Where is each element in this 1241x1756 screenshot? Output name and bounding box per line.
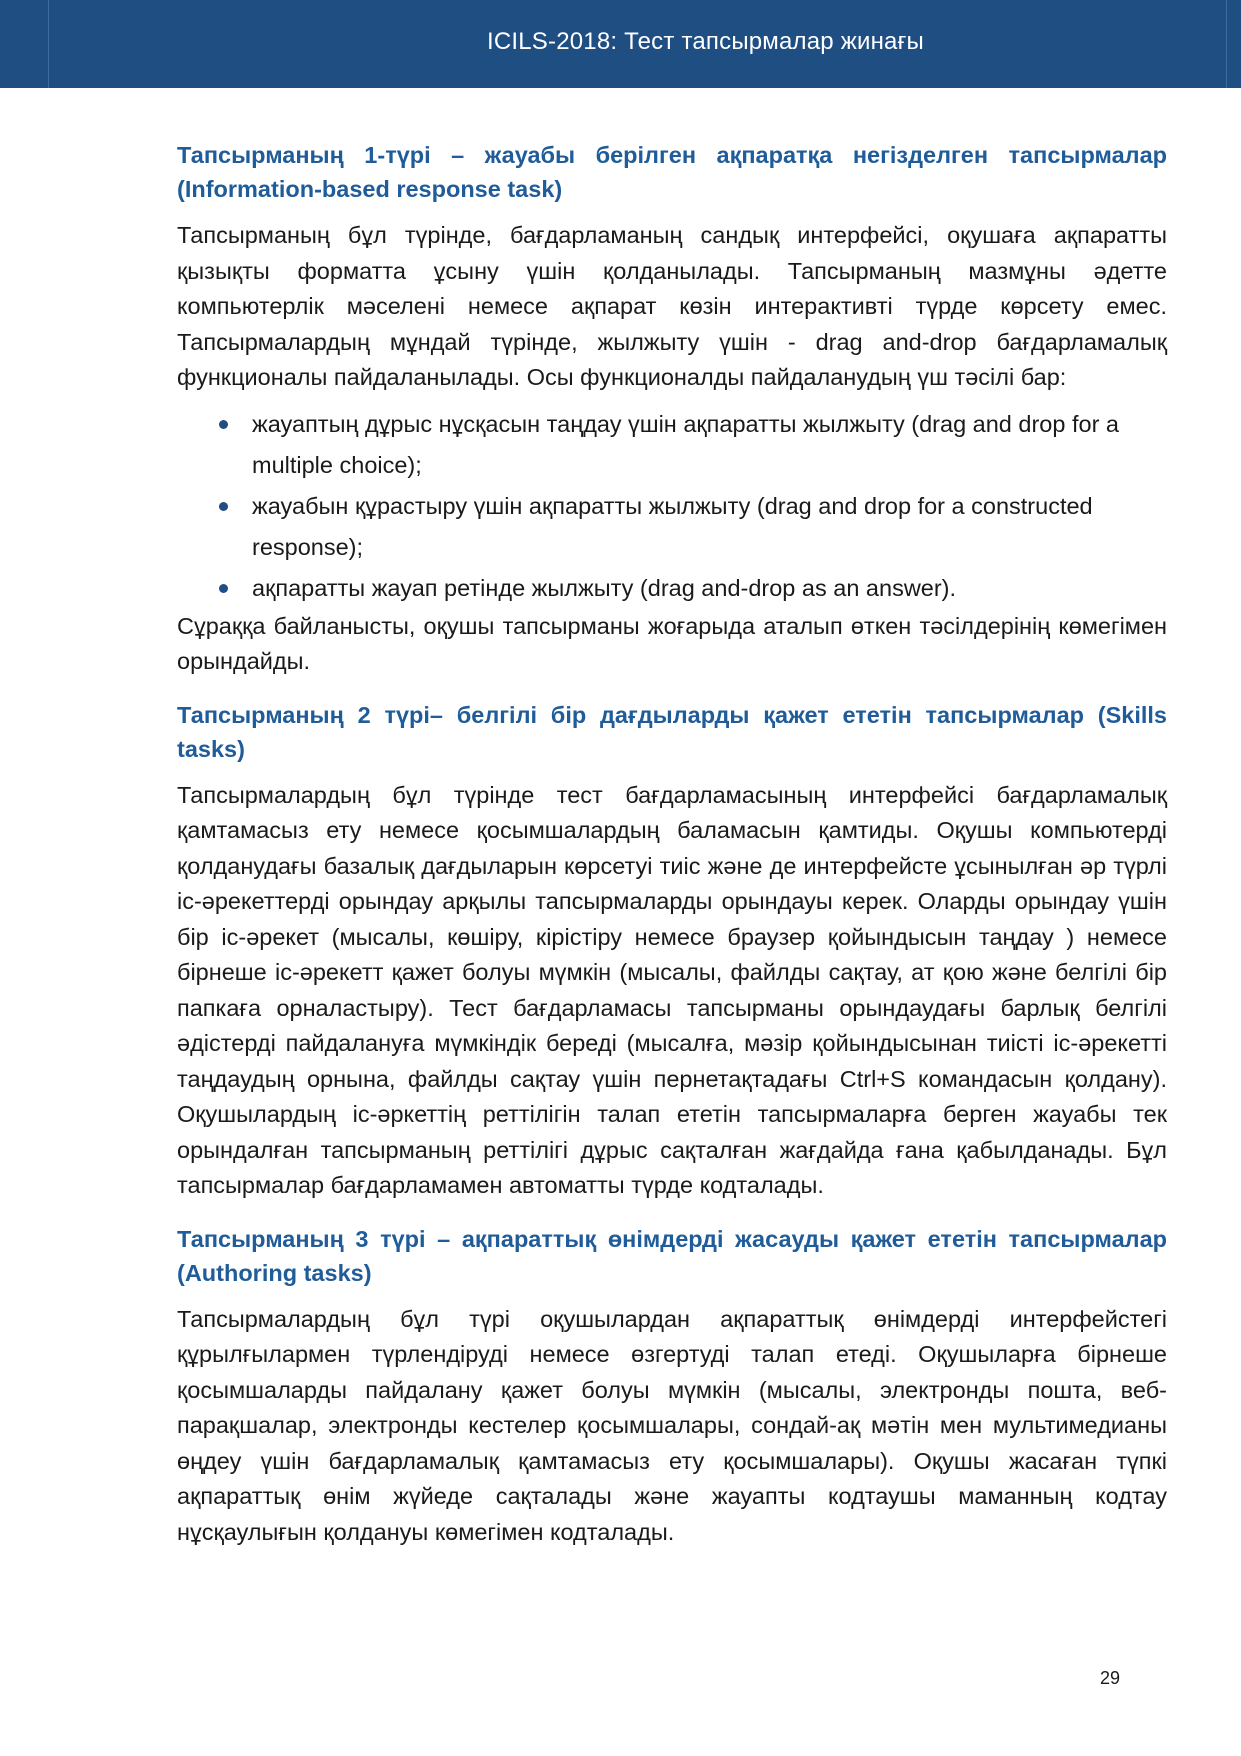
bullet-dot-icon [219, 584, 228, 593]
bullet-text: жауабын құрастыру үшін ақпаратты жылжыту (drag and drop for a constructed response); [252, 492, 1093, 560]
section-paragraph: Тапсырманың бұл түрінде, бағдарламаның сандық интерфейсі, оқушаға ақпаратты қызықты форматта ұсыну үшін қолданылады. Тапсырманың мазмұны әдетте компьютерлік мәселені немесе ақпарат көзін интерактивті түрде көрсету емес. Тапсырмалардың мұндай түрінде, жылжыту үшін - drag and-drop бағдарламалық функционалы пайдаланылады. Осы функционалды пайдаланудың үш тәсілі бар: [177, 222, 1167, 390]
section-paragraph: Тапсырмалардың бұл түрі оқушылардан ақпараттық өнімдерді интерфейстегі құрылғылармен түрлендіруді немесе өзгертуді талап етеді. Оқушыларға бірнеше қосымшаларды пайдалану қажет болуы мүмкін (мысалы, электронды пошта, веб-парақшалар, электронды кестелер қосымшалары, сондай-ақ мәтін мен мультимедианы өңдеу үшін бағдарламалық қамтамасыз ету қосымшалары). Оқушы жасаған түпкі ақпараттық өнім жүйеде сақталады және жауапты кодтаушы маманның кодтау нұсқаулығын қолдануы көмегімен кодталады. [177, 1305, 1167, 1545]
bullet-list [177, 404, 1167, 609]
page-header-bar [0, 0, 1241, 88]
bullet-item [177, 568, 1167, 609]
bullet-dot-icon [219, 420, 228, 429]
bullet-text: жауаптың дұрыс нұсқасын таңдау үшін ақпаратты жылжыту (drag and drop for a multiple choice); [252, 410, 1119, 478]
header-title: ICILS-2018: Тест тапсырмалар жинағы [486, 28, 924, 55]
section-heading: Тапсырманың 2 түрі– белгілі бір дағдыларды қажет ететін тапсырмалар (Skills tasks) [177, 701, 1167, 762]
section-heading: Тапсырманың 1-түрі – жауабы берілген ақпаратқа негізделген тапсырмалар (Information-based response task) [177, 142, 1167, 202]
bullet-item [177, 486, 1167, 568]
bullet-item [177, 404, 1167, 486]
bullet-text: ақпаратты жауап ретінде жылжыту (drag and-drop as an answer). [252, 574, 957, 601]
document-body [177, 138, 1167, 1550]
section-closing-paragraph: Сұраққа байланысты, оқушы тапсырманы жоғарыда аталып өткен тәсілдерінің көмегімен орындайды. [177, 612, 1167, 674]
section-heading: Тапсырманың 3 түрі – ақпараттық өнімдерді жасауды қажет ететін тапсырмалар (Authoring tasks) [177, 1225, 1167, 1286]
bullet-dot-icon [219, 502, 228, 511]
page-number: 29 [1100, 1668, 1121, 1688]
section-paragraph: Тапсырмалардың бұл түрінде тест бағдарламасының интерфейсі бағдарламалық қамтамасыз ету немесе қосымшалардың баламасын қамтиды. Оқушы компьютерді қолданудағы базалық дағдыларын көрсетуі тиіс және де интерфейсте ұсынылған әр түрлі іс-әрекеттерді орындау арқылы тапсырмаларды орындауы керек. Оларды орындау үшін бір іс-әрекет (мысалы, көшіру, кірістіру немесе браузер қойындысын таңдау ) немесе бірнеше іс-әрекетт қажет болуы мүмкін (мысалы, файлды сақтау, ат қою және белгілі бір папкаға орналастыру). Тест бағдарламасы тапсырманы орындаудағы барлық белгілі әдістерді пайдалануға мүмкіндік береді (мысалға, мәзір қойындысынан тиісті іс-әрекетті таңдаудың орнына, файлды сақтау үшін пернетақтадағы Ctrl+S командасын қолдану). Оқушылардың іс-әркеттің реттілігін талап ететін тапсырмаларға берген жауабы тек орындалған тапсырманың реттілігі дұрыс сақталған жағдайда ғана қабылданады. Бұл тапсырмалар бағдарламамен автоматты түрде кодталады. [177, 781, 1167, 1198]
